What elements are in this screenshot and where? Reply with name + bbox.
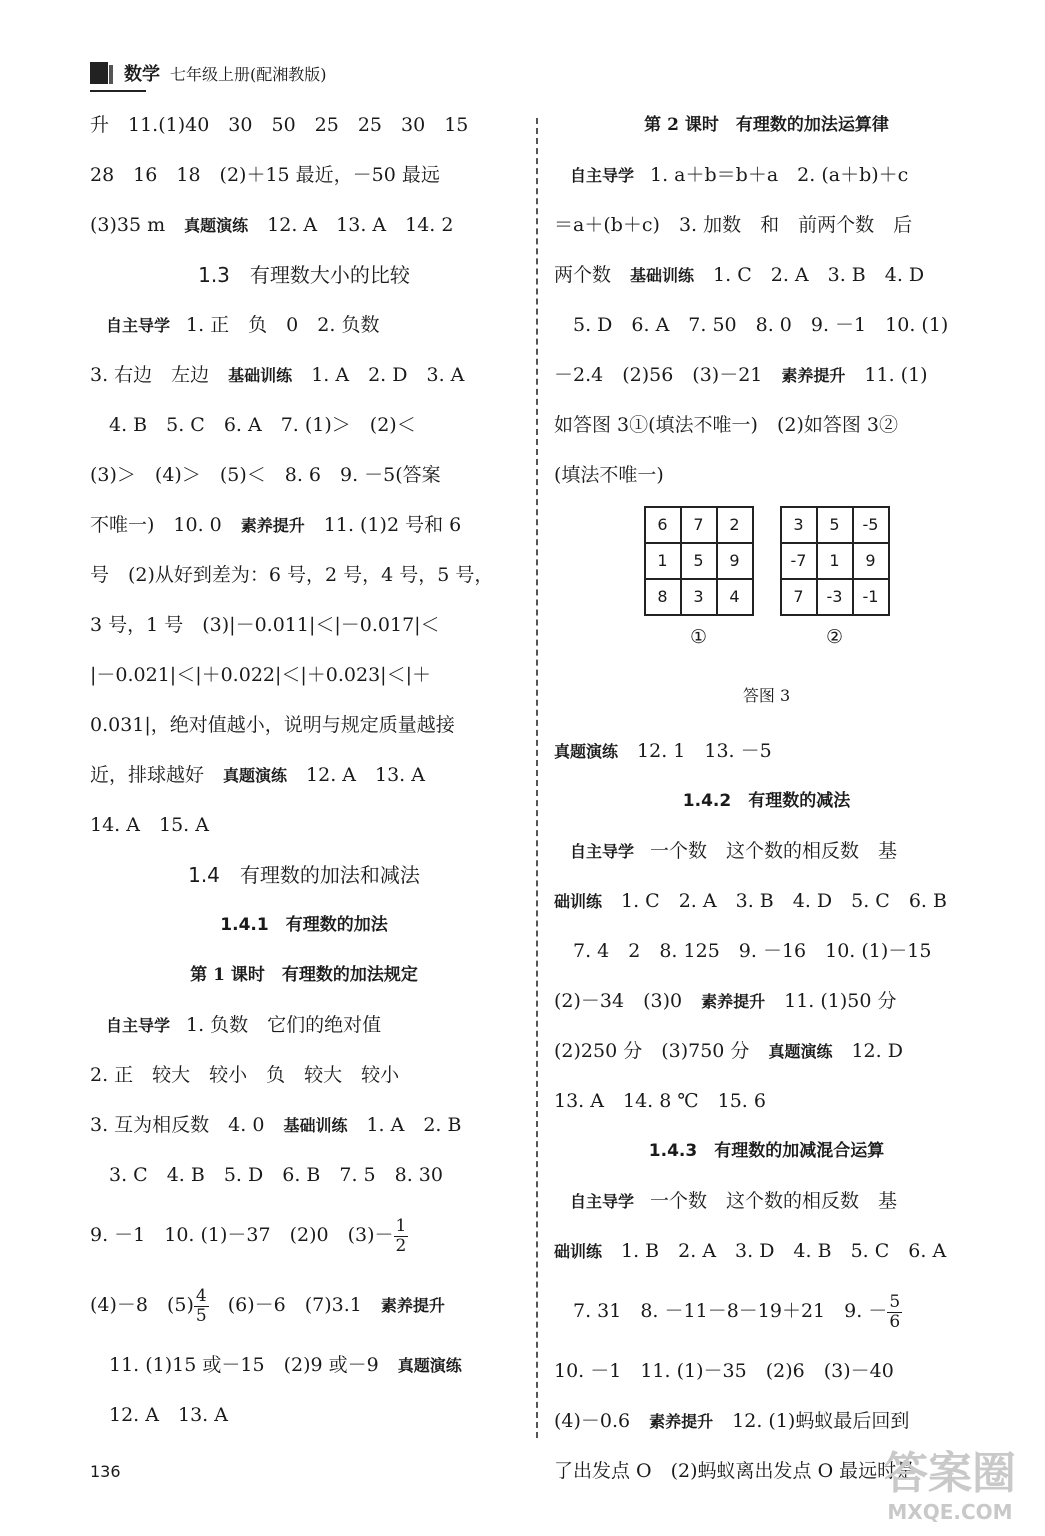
fraction: $\frac{1}{2}$: [395, 1215, 407, 1256]
answer-line: 7. 31 8. －11－8－19＋21 9. － $\frac{5}{6}$: [554, 1291, 901, 1332]
answer-line: 3 号，1 号 (3)|－0.011|＜|－0.017|＜: [90, 614, 440, 636]
answer-line: 4. B 5. C 6. A 7. (1)＞ (2)＜: [90, 414, 416, 436]
section-tag: 自主导学: [554, 1192, 651, 1211]
grid-cell: 3: [682, 580, 718, 616]
answer-line: (2)250 分 (3)750 分 真题演练 12. D: [554, 1040, 903, 1062]
answer-line: 10. －1 11. (1)－35 (2)6 (3)－40: [554, 1360, 894, 1382]
answer-line: 如答图 3①(填法不唯一) (2)如答图 3②: [554, 414, 898, 436]
section-tag: 素养提升: [380, 1296, 445, 1315]
answer-line: 升 11.(1)40 30 50 25 25 30 15: [90, 114, 469, 136]
section-tag: 础训练: [554, 892, 603, 911]
section-tag: 基础训练: [630, 266, 695, 285]
section-tag: 自主导学: [90, 316, 187, 335]
grid-cell: -7: [782, 544, 818, 580]
grid-cell: 8: [646, 580, 682, 616]
answer-line: 自主导学 一个数 这个数的相反数 基: [554, 840, 898, 862]
answer-line: 3. C 4. B 5. D 6. B 7. 5 8. 30: [90, 1164, 443, 1186]
section-tag: 素养提升: [701, 992, 766, 1011]
figure-label: ①: [689, 626, 708, 648]
header-underline: [90, 90, 146, 92]
lesson-heading-2: 第 2 课时 有理数的加法运算律: [644, 115, 889, 135]
column-divider: [536, 118, 538, 1438]
running-header: [90, 58, 327, 88]
answer-line: 自主导学 1. 正 负 0 2. 负数: [90, 314, 380, 336]
answer-line: 11. (1)15 或－15 (2)9 或－9 真题演练: [90, 1354, 462, 1376]
section-tag: 自主导学: [554, 166, 651, 185]
answer-line: 础训练 1. C 2. A 3. B 4. D 5. C 6. B: [554, 890, 947, 912]
grid-cell: -3: [818, 580, 854, 616]
grid-cell: 7: [682, 508, 718, 544]
grid-cell: 1: [646, 544, 682, 580]
answer-line: ＝a＋(b＋c) 3. 加数 和 前两个数 后: [554, 214, 913, 236]
section-tag: 真题演练: [554, 742, 619, 761]
answer-line: 12. A 13. A: [90, 1404, 228, 1426]
answer-line: 28 16 18 (2)＋15 最近，－50 最远: [90, 164, 440, 186]
section-tag: 真题演练: [223, 766, 288, 785]
answer-line: 自主导学 1. a＋b＝b＋a 2. (a＋b)＋c: [554, 164, 909, 186]
answer-line: 真题演练 12. 1 13. －5: [554, 740, 772, 762]
answer-line: (填法不唯一): [554, 464, 664, 486]
section-tag: 素养提升: [781, 366, 846, 385]
grid-cell: 9: [854, 544, 890, 580]
section-tag: 真题演练: [184, 216, 249, 235]
answer-line: 自主导学 一个数 这个数的相反数 基: [554, 1190, 898, 1212]
answer-line: |－0.021|＜|＋0.022|＜|＋0.023|＜|＋: [90, 664, 431, 686]
answer-line: 自主导学 1. 负数 它们的绝对值: [90, 1014, 382, 1036]
answer-line: 不唯一) 10. 0 素养提升 11. (1)2 号和 6: [90, 514, 462, 536]
page-number: 136: [90, 1462, 121, 1481]
section-heading-1-3: 1.3 有理数大小的比较: [198, 263, 410, 287]
left-column: [90, 100, 518, 1440]
grid-cell: 2: [718, 508, 754, 544]
section-heading-1-4-2: 1.4.2 有理数的减法: [682, 791, 851, 811]
section-tag: 自主导学: [554, 842, 651, 861]
grid-cell: -1: [854, 580, 890, 616]
figure-label: ②: [825, 626, 844, 648]
grid-cell: 4: [718, 580, 754, 616]
figure-1: [644, 506, 754, 676]
figure-2: [780, 506, 890, 676]
grid-cell: 5: [682, 544, 718, 580]
answer-line: 础训练 1. B 2. A 3. D 4. B 5. C 6. A: [554, 1240, 947, 1262]
answer-line: (3)＞ (4)＞ (5)＜ 8. 6 9. －5(答案: [90, 464, 441, 486]
magic-square-figures: [554, 500, 979, 676]
grid-cell: 9: [718, 544, 754, 580]
answer-line: 2. 正 较大 较小 负 较大 较小: [90, 1064, 400, 1086]
answer-line: 5. D 6. A 7. 50 8. 0 9. －1 10. (1): [554, 314, 949, 336]
answer-line: (4)－8 (5) $\frac{4}{5}$ (6)－6 (7)3.1 素养提升: [90, 1285, 445, 1326]
answer-line: 7. 4 2 8. 125 9. －16 10. (1)－15: [554, 940, 932, 962]
section-tag: 基础训练: [228, 366, 293, 385]
fraction: $\frac{5}{6}$: [889, 1291, 901, 1332]
section-tag: 自主导学: [90, 1016, 187, 1035]
section-tag: 基础训练: [283, 1116, 348, 1135]
fraction: $\frac{4}{5}$: [195, 1285, 207, 1326]
answer-line: (4)－0.6 素养提升 12. (1)蚂蚁最后回到: [554, 1410, 910, 1432]
answer-line: 了出发点 O (2)蚂蚁离出发点 O 最远时是: [554, 1460, 916, 1482]
lesson-heading-1: 第 1 课时 有理数的加法规定: [190, 965, 418, 985]
answer-line: 14. A 15. A: [90, 814, 209, 836]
section-heading-1-4-1: 1.4.1 有理数的加法: [220, 915, 388, 935]
watermark-logo: 答案圈 MXQE.COM: [884, 1448, 1016, 1524]
answer-line: 两个数 基础训练 1. C 2. A 3. B 4. D: [554, 264, 925, 286]
section-tag: 真题演练: [397, 1356, 462, 1375]
grid-cell: 3: [782, 508, 818, 544]
magic-square-grid-2: [780, 506, 890, 616]
grid-cell: -5: [854, 508, 890, 544]
section-tag: 素养提升: [649, 1412, 714, 1431]
section-heading-1-4: 1.4 有理数的加法和减法: [188, 863, 420, 887]
header-book-title: 七年级上册(配湘教版): [170, 64, 327, 84]
answer-line: (3)35 m 真题演练 12. A 13. A 14. 2: [90, 214, 454, 236]
answer-line: 号 (2)从好到差为：6 号，2 号，4 号，5 号，: [90, 564, 494, 586]
grid-cell: 1: [818, 544, 854, 580]
figure-caption: 答图 3: [742, 686, 791, 705]
section-tag: 素养提升: [240, 516, 305, 535]
answer-line: 3. 互为相反数 4. 0 基础训练 1. A 2. B: [90, 1114, 462, 1136]
section-tag: 真题演练: [768, 1042, 833, 1061]
answer-line: 9. －1 10. (1)－37 (2)0 (3)－ $\frac{1}{2}$: [90, 1215, 407, 1256]
section-heading-1-4-3: 1.4.3 有理数的加减混合运算: [648, 1141, 885, 1161]
grid-cell: 5: [818, 508, 854, 544]
answer-line: 0.031|，绝对值越小，说明与规定质量越接: [90, 714, 455, 736]
answer-line: 近，排球越好 真题演练 12. A 13. A: [90, 764, 425, 786]
right-column: [554, 100, 979, 1496]
magic-square-grid-1: [644, 506, 754, 616]
book-icon: [90, 62, 108, 84]
answer-line: (2)－34 (3)0 素养提升 11. (1)50 分: [554, 990, 897, 1012]
answer-line: 3. 右边 左边 基础训练 1. A 2. D 3. A: [90, 364, 465, 386]
header-subject: 数学: [124, 64, 160, 85]
grid-cell: 7: [782, 580, 818, 616]
answer-line: 13. A 14. 8 ℃ 15. 6: [554, 1090, 766, 1112]
answer-line: －2.4 (2)56 (3)－21 素养提升 11. (1): [554, 364, 928, 386]
grid-cell: 6: [646, 508, 682, 544]
section-tag: 础训练: [554, 1242, 603, 1261]
